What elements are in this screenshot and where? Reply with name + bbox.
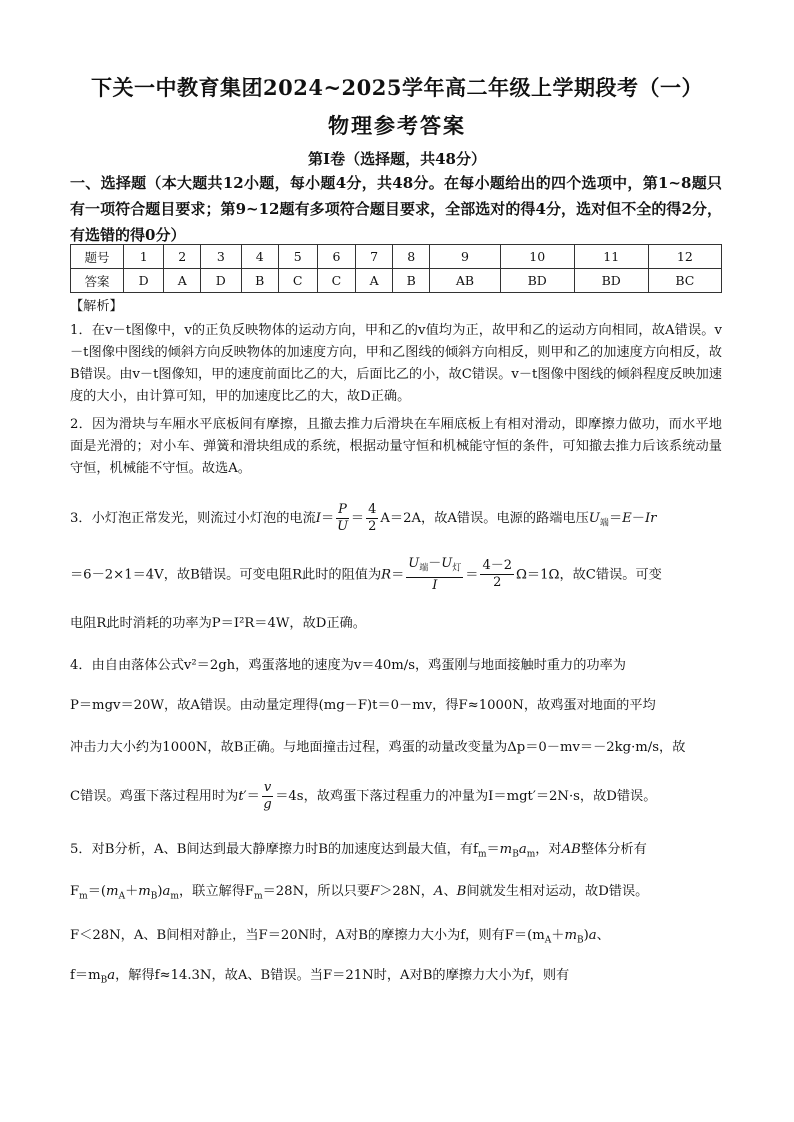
table-cell: AB	[430, 269, 500, 293]
explanation-q4-line2: P＝mgv＝20W，故A错误。由动量定理得(mg－F)t＝0－mv，得F≈1000N，故鸡蛋对地面的平均	[70, 698, 656, 713]
table-cell: C	[317, 269, 356, 293]
table-cell: 3	[201, 245, 241, 269]
table-cell: D	[201, 269, 241, 293]
row-header: 题号	[71, 245, 124, 269]
explanation-q4-line1: 4．由自由落体公式v²＝2gh，鸡蛋落地的速度为v＝40m/s，鸡蛋刚与地面接触时重力的功率为	[70, 658, 626, 673]
table-cell: 7	[356, 245, 393, 269]
explanation-q5-line2: $F_m=(m_A+m_B)a_m$，联立解得$F_m=28N$，所以只要F＞28N，A、B间就发生相对运动，故D错误。	[70, 884, 649, 902]
table-cell: 6	[317, 245, 356, 269]
analysis-label: 【解析】	[70, 299, 123, 314]
part-heading: 第Ⅰ卷（选择题，共48分）	[308, 150, 486, 168]
explanation-q4-line3: 冲击力大小约为1000N，故B正确。与地面撞击过程，鸡蛋的动量改变量为Δp＝0－mv＝－2kg·m/s，故	[70, 740, 686, 755]
table-cell: 11	[574, 245, 648, 269]
table-cell: 12	[648, 245, 721, 269]
table-cell: A	[356, 269, 393, 293]
table-cell: D	[124, 269, 164, 293]
explanation-q5-line4: $f=m_Ba$，解得f≈14.3N，故A、B错误。当F＝21N时，A对B的摩擦力大小为f，则有	[70, 968, 570, 986]
table-cell: 2	[164, 245, 201, 269]
answer-table	[70, 244, 722, 293]
table-cell: BD	[574, 269, 648, 293]
table-cell: 5	[278, 245, 317, 269]
explanation-q3-line1: 3．小灯泡正常发光，则流过小灯泡的电流I＝ $\frac{P}{U}$ ＝ $\frac{4}{2}$ A＝2A，故A错误。电源的路端电压$U_端=E-Ir$	[70, 502, 657, 534]
explanation-q4-line4: C错误。鸡蛋下落过程用时为t′＝ $\frac{v}{g}$ ＝4s，故鸡蛋下落过程重力的冲量为I＝mgt′＝2N·s，故D错误。	[70, 780, 657, 812]
table-cell: B	[393, 269, 430, 293]
explanation-q1: 1．在v－t图像中，v的正负反映物体的运动方向，甲和乙的v值均为正，故甲和乙的运动方向相同，故A错误。v－t图像中图线的倾斜方向反映物体的加速度方向，甲和乙图线的倾斜方向相反，则甲和乙的加速度方向相反，故B错误。由v－t图像知，甲的速度前面比乙的大，后面比乙的小，故C错误。v－t图像中图线的倾斜程度反映加速度的大小，由计算可知，甲的加速度比乙的大，故D正确。	[70, 323, 722, 404]
table-cell: A	[164, 269, 201, 293]
row-header: 答案	[71, 269, 124, 293]
table-cell: B	[241, 269, 278, 293]
table-cell: 9	[430, 245, 500, 269]
table-row	[71, 245, 722, 269]
document-title: 下关一中教育集团2024~2025学年高二年级上学期段考（一）	[91, 75, 703, 100]
explanation-q5-line1: 5．对B分析，A、B间达到最大静摩擦力时B的加速度达到最大值，有$f_m=m_Ba_m$，对AB整体分析有	[70, 842, 647, 860]
explanation-q5-line3: F＜28N，A、B间相对静止，当F＝20N时，A对B的摩擦力大小为f，则有$F=(m_A+m_B)a$、	[70, 928, 610, 946]
table-cell: BD	[500, 269, 574, 293]
explanation-q3-line2: ＝6－2×1＝4V，故B错误。可变电阻R此时的阻值为R＝ $\frac{U_端-U_灯}{I}$ ＝ $\frac{4-2}{2}$ Ω＝1Ω，故C错误。可变	[70, 556, 662, 593]
table-cell: BC	[648, 269, 721, 293]
table-cell: 8	[393, 245, 430, 269]
explanation-q2: 2．因为滑块与车厢水平底板间有摩擦，且撤去推力后滑块在车厢底板上有相对滑动，即摩擦力做功，而水平地面是光滑的；对小车、弹簧和滑块组成的系统，根据动量守恒和机械能守恒的条件，可知撤去推力后该系统动量守恒，机械能不守恒。故选A。	[70, 417, 722, 476]
table-cell: C	[278, 269, 317, 293]
document-subtitle: 物理参考答案	[328, 113, 466, 138]
table-cell: 1	[124, 245, 164, 269]
table-cell: 10	[500, 245, 574, 269]
table-cell: 4	[241, 245, 278, 269]
section-instructions: 一、选择题（本大题共12小题，每小题4分，共48分。在每小题给出的四个选项中，第1~8题只有一项符合题目要求；第9~12题有多项符合题目要求，全部选对的得4分，选对但不全的得2分，有选错的得0分）	[70, 174, 722, 244]
table-row	[71, 269, 722, 293]
explanation-q3-line3: 电阻R此时消耗的功率为P＝I²R＝4W，故D正确。	[70, 616, 366, 631]
